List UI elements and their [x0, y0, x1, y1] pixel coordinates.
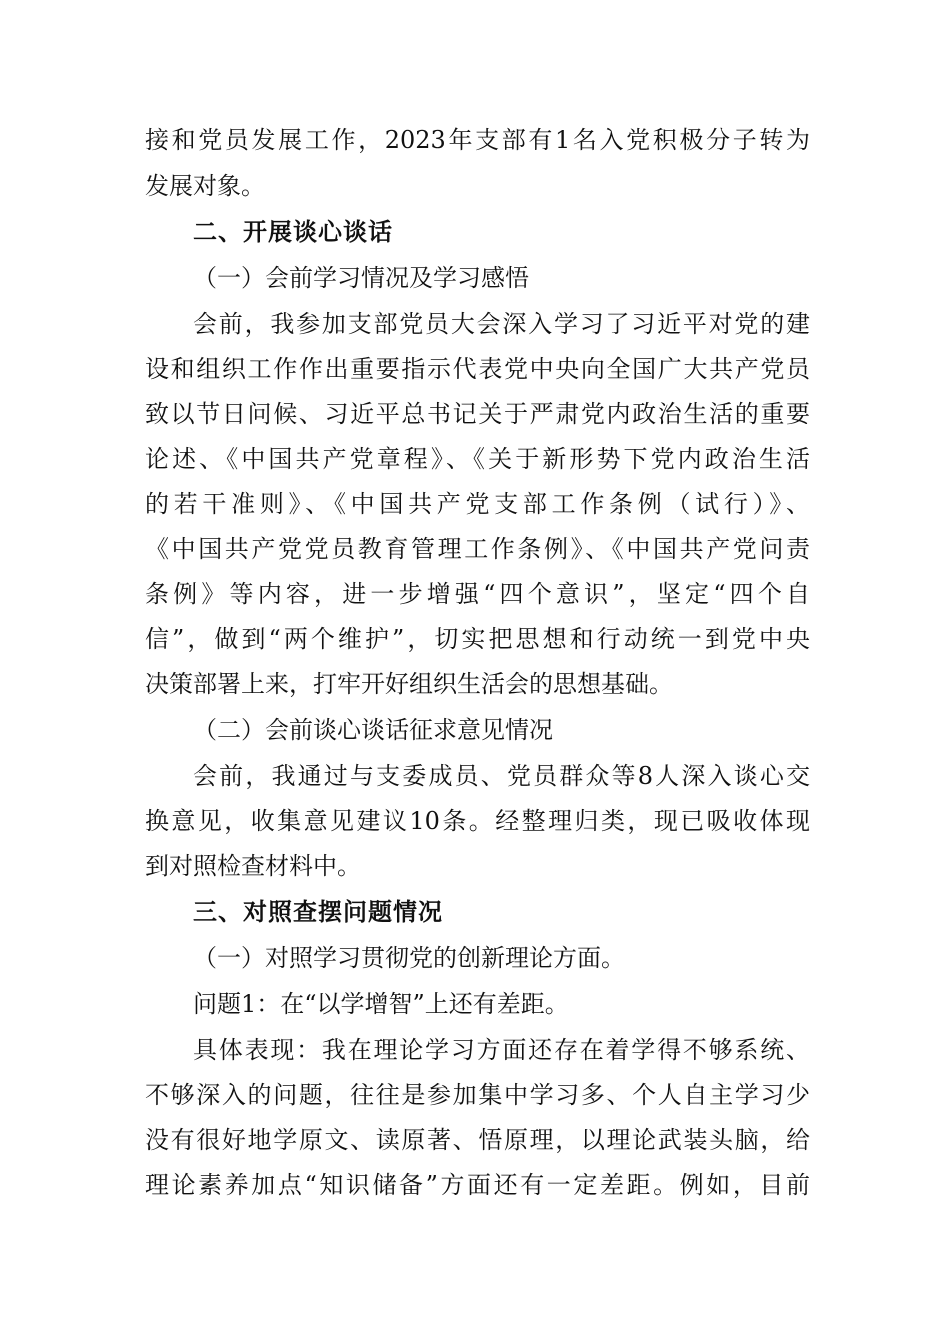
paragraph-line: 到对照检查材料中。: [145, 852, 361, 880]
paragraph-line: 理论素养加点“知识储备”方面还有一定差距。例如，目前: [145, 1171, 810, 1199]
section-heading: 二、开展谈心谈话: [193, 218, 393, 246]
paragraph-line: 《中国共产党党员教育管理工作条例》、《中国共产党问责: [145, 535, 810, 563]
paragraph-line: 不够深入的问题，往往是参加集中学习多、个人自主学习少: [145, 1081, 810, 1109]
subsection-heading: （二）会前谈心谈话征求意见情况: [193, 716, 553, 744]
paragraph-line: 具体表现：我在理论学习方面还存在着学得不够系统、: [193, 1036, 810, 1064]
section-heading: 三、对照查摆问题情况: [193, 898, 443, 926]
subsection-heading: （一）会前学习情况及学习感悟: [193, 264, 529, 292]
paragraph-line: 接和党员发展工作，2023年支部有1名入党积极分子转为: [145, 126, 810, 154]
paragraph-line: 论述、《中国共产党章程》、《关于新形势下党内政治生活: [145, 445, 810, 473]
paragraph-line: 致以节日问候、习近平总书记关于严肃党内政治生活的重要: [145, 400, 810, 428]
paragraph-line: 的若干准则》、《中国共产党支部工作条例（试行）》、: [145, 490, 810, 518]
paragraph-line: 决策部署上来，打牢开好组织生活会的思想基础。: [145, 670, 673, 698]
subsection-heading: （一）对照学习贯彻党的创新理论方面。: [193, 944, 625, 972]
paragraph-line: 设和组织工作作出重要指示代表党中央向全国广大共产党员: [145, 355, 810, 383]
paragraph-line: 没有很好地学原文、读原著、悟原理，以理论武装头脑，给: [145, 1126, 810, 1154]
paragraph-line: 条例》等内容，进一步增强“四个意识”，坚定“四个自: [145, 580, 810, 608]
paragraph-line: 换意见，收集意见建议10条。经整理归类，现已吸收体现: [145, 807, 810, 835]
problem-title: 问题1：在“以学增智”上还有差距。: [193, 990, 569, 1018]
paragraph-line: 信”，做到“两个维护”，切实把思想和行动统一到党中央: [145, 625, 810, 653]
paragraph-line: 会前，我参加支部党员大会深入学习了习近平对党的建: [193, 310, 810, 338]
paragraph-line: 发展对象。: [145, 172, 265, 200]
paragraph-line: 会前，我通过与支委成员、党员群众等8人深入谈心交: [193, 762, 810, 790]
